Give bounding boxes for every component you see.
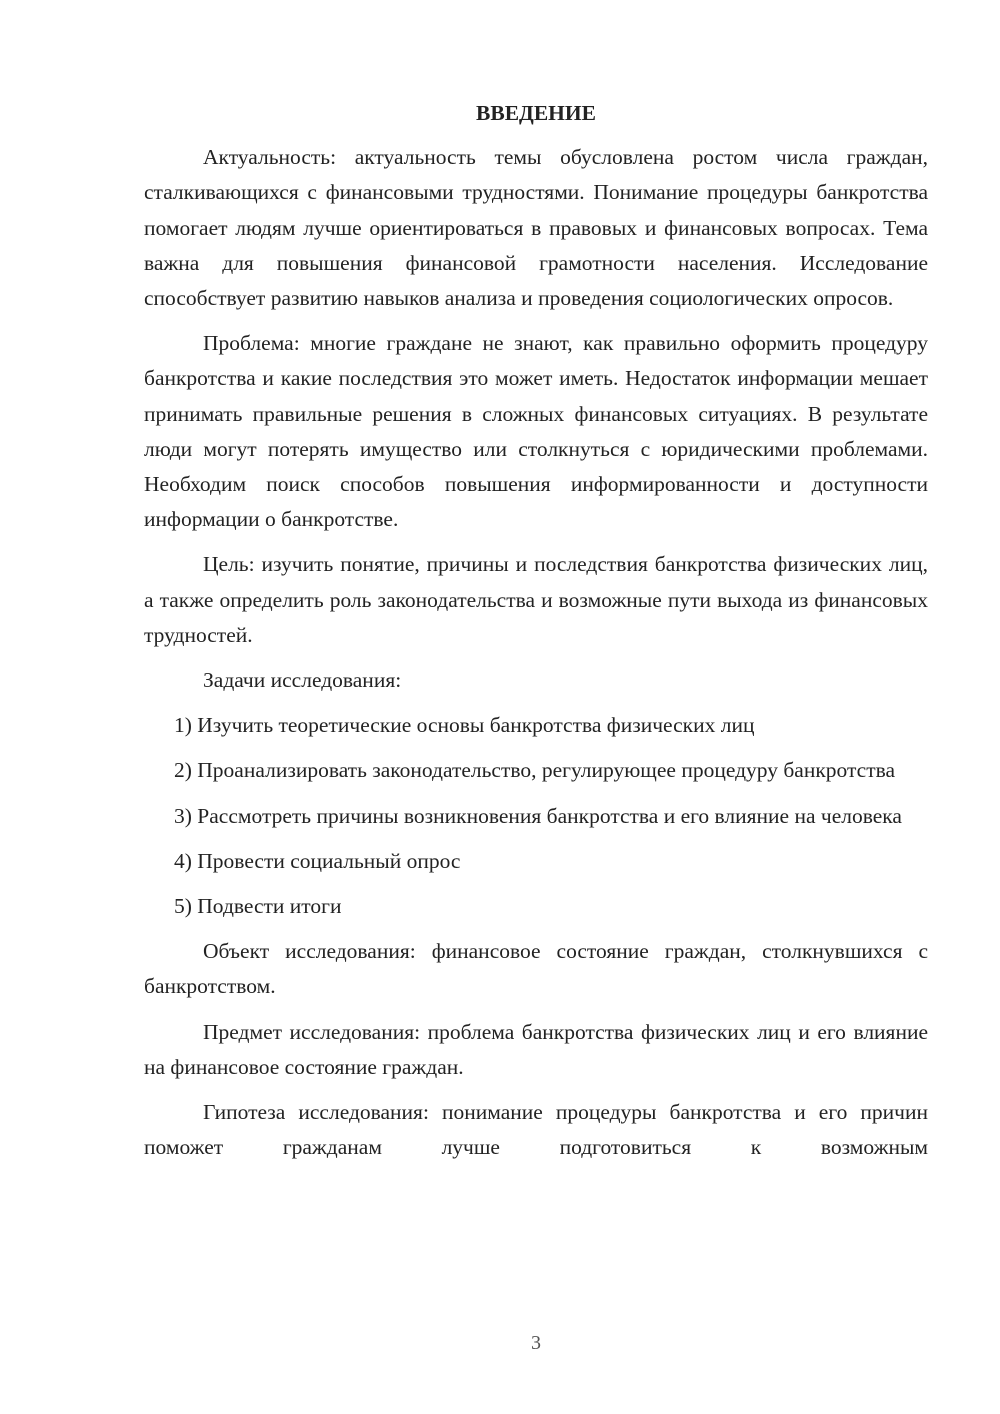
- paragraph-object: Объект исследования: финансовое состояние граждан, столкнувшихся с банкротством.: [144, 939, 928, 999]
- paragraph-subject: Предмет исследования: проблема банкротства физических лиц и его влияние на финансовое состояние граждан.: [144, 1019, 928, 1079]
- task-item-2: 2) Проанализировать законодательство, регулирующее процедуру банкротства: [174, 758, 896, 783]
- paragraph-hypothesis: Гипотеза исследования: понимание процедуры банкротства и его причин поможет гражданам лучше подготовиться к возможным: [144, 1100, 928, 1160]
- page-number: 3: [531, 1332, 541, 1354]
- task-item-4: 4) Провести социальный опрос: [174, 848, 461, 873]
- task-item-1: 1) Изучить теоретические основы банкротства физических лиц: [174, 713, 755, 738]
- page-title: ВВЕДЕНИЕ: [476, 101, 596, 125]
- paragraph-problem: Проблема: многие граждане не знают, как правильно оформить процедуру банкротства и какие последствия это может иметь. Недостаток информации мешает принимать правильные решения в сложных финансовых ситуациях. В результате люди могут потерять имущество или столкнуться с юридическими проблемами. Необходим поиск способов повышения информированности и доступности информации о банкротстве.: [144, 331, 928, 532]
- task-item-3: 3) Рассмотреть причины возникновения банкротства и его влияние на человека: [174, 803, 902, 828]
- page-content: [144, 96, 928, 1175]
- paragraph-goal: Цель: изучить понятие, причины и последствия банкротства физических лиц, а также определить роль законодательства и возможные пути выхода из финансовых трудностей.: [144, 552, 928, 647]
- tasks-heading: Задачи исследования:: [203, 668, 402, 693]
- paragraph-relevance: Актуальность: актуальность темы обусловлена ростом числа граждан, сталкивающихся с финансовыми трудностями. Понимание процедуры банкротства помогает людям лучше ориентироваться в правовых и финансовых вопросах. Тема важна для повышения финансовой грамотности населения. Исследование способствует развитию навыков анализа и проведения социологических опросов.: [144, 145, 928, 311]
- task-item-5: 5) Подвести итоги: [174, 894, 342, 919]
